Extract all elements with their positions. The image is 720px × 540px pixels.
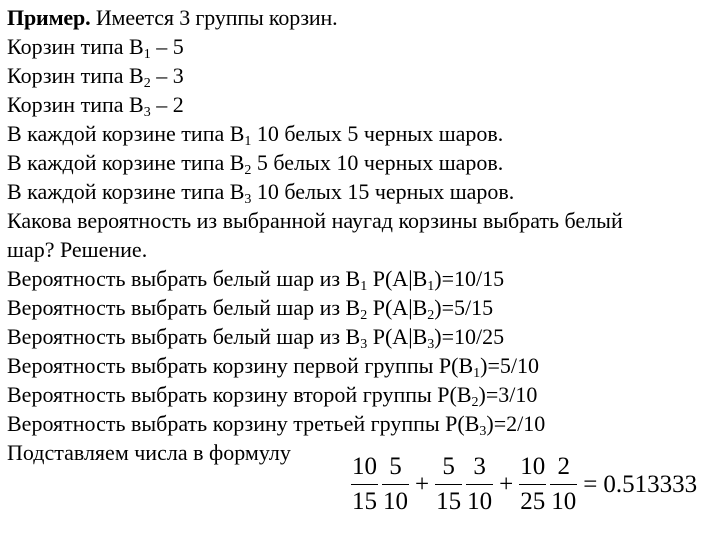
example-label: Пример. [7,5,91,30]
contents-text: В каждой корзине типа B [7,150,245,175]
prob-value: )=5/15 [434,295,494,320]
prob-text: Вероятность выбрать белый шар из B [7,324,361,349]
subscript: 3 [479,424,487,439]
subscript: 3 [244,192,252,207]
plus-sign: + [499,470,514,498]
subscript: 1 [244,134,252,149]
fraction-bar [382,484,409,485]
subscript: 3 [427,337,435,352]
white-prob-line-1 [7,264,713,293]
denominator: 10 [383,488,408,515]
numerator: 3 [473,453,486,480]
final-line: Подставляем числа в формулу [7,440,291,465]
prob-value: )=10/25 [434,324,505,349]
equals-sign: = [583,470,598,498]
plus-sign: + [415,470,430,498]
numerator: 10 [520,453,546,480]
prob-expr: P(A|B [367,324,428,349]
fraction [435,452,462,517]
contents-line-2 [7,148,713,177]
fraction [351,452,378,517]
prob-value: )=5/10 [480,353,539,378]
basket-prob-line-1 [7,351,713,380]
subscript: 2 [427,308,435,323]
subscript: 1 [360,279,368,294]
subscript: 2 [244,163,252,178]
prob-value: )=10/15 [434,266,505,291]
result-value: 0.513333 [603,470,698,498]
contents-line-1 [7,119,713,148]
fraction [382,452,409,517]
count-text: Корзин типа B [7,92,144,117]
contents-text: В каждой корзине типа B [7,179,245,204]
numerator: 10 [352,453,377,480]
numerator: 5 [442,453,455,480]
contents-value: 10 белых 5 черных шаров. [251,121,504,146]
numerator: 2 [557,453,570,480]
white-prob-line-3 [7,322,713,351]
prob-text: Вероятность выбрать белый шар из B [7,266,361,291]
prob-value: )=3/10 [478,382,538,407]
count-line-1 [7,32,713,61]
fraction [550,452,577,517]
intro-line [7,3,713,32]
text-body [7,3,713,467]
count-value: – 5 [150,34,184,59]
basket-prob-line-3 [7,409,713,438]
denominator: 10 [551,488,577,515]
subscript: 1 [427,279,435,294]
question-line-2: шар? Решение. [7,237,148,262]
subscript: 2 [471,395,479,410]
prob-text: Вероятность выбрать корзину третьей группы P(B [7,411,480,436]
basket-prob-line-2 [7,380,713,409]
total-probability-formula [349,452,697,517]
subscript: 3 [143,105,151,120]
white-prob-line-2 [7,293,713,322]
denominator: 25 [520,488,546,515]
intro-text: Имеется 3 группы корзин. [90,5,338,30]
count-value: – 3 [150,63,184,88]
subscript: 1 [143,47,151,62]
count-line-2 [7,61,713,90]
fraction [466,452,493,517]
denominator: 15 [352,488,377,515]
fraction-bar [466,484,493,485]
fraction-bar [550,484,577,485]
count-value: – 2 [150,92,184,117]
count-text: Корзин типа B [7,63,144,88]
fraction-bar [351,484,378,485]
subscript: 2 [360,308,368,323]
denominator: 10 [467,488,493,515]
count-line-3 [7,90,713,119]
prob-text: Вероятность выбрать белый шар из B [7,295,361,320]
contents-value: 5 белых 10 черных шаров. [251,150,504,175]
fraction-bar [519,484,546,485]
contents-text: В каждой корзине типа B [7,121,245,146]
denominator: 15 [436,488,462,515]
question-line-1: Какова вероятность из выбранной наугад корзины выбрать белый [7,208,623,233]
subscript: 1 [473,366,481,381]
prob-text: Вероятность выбрать корзину второй группы P(B [7,382,472,407]
contents-line-3 [7,177,713,206]
count-text: Корзин типа B [7,34,144,59]
fraction [519,452,546,517]
prob-value: )=2/10 [486,411,546,436]
fraction-bar [435,484,462,485]
prob-expr: P(A|B [367,266,428,291]
subscript: 3 [360,337,368,352]
contents-value: 10 белых 15 черных шаров. [251,179,515,204]
prob-text: Вероятность выбрать корзину первой группы P(B [7,353,474,378]
prob-expr: P(A|B [367,295,428,320]
numerator: 5 [389,453,402,480]
subscript: 2 [143,76,151,91]
